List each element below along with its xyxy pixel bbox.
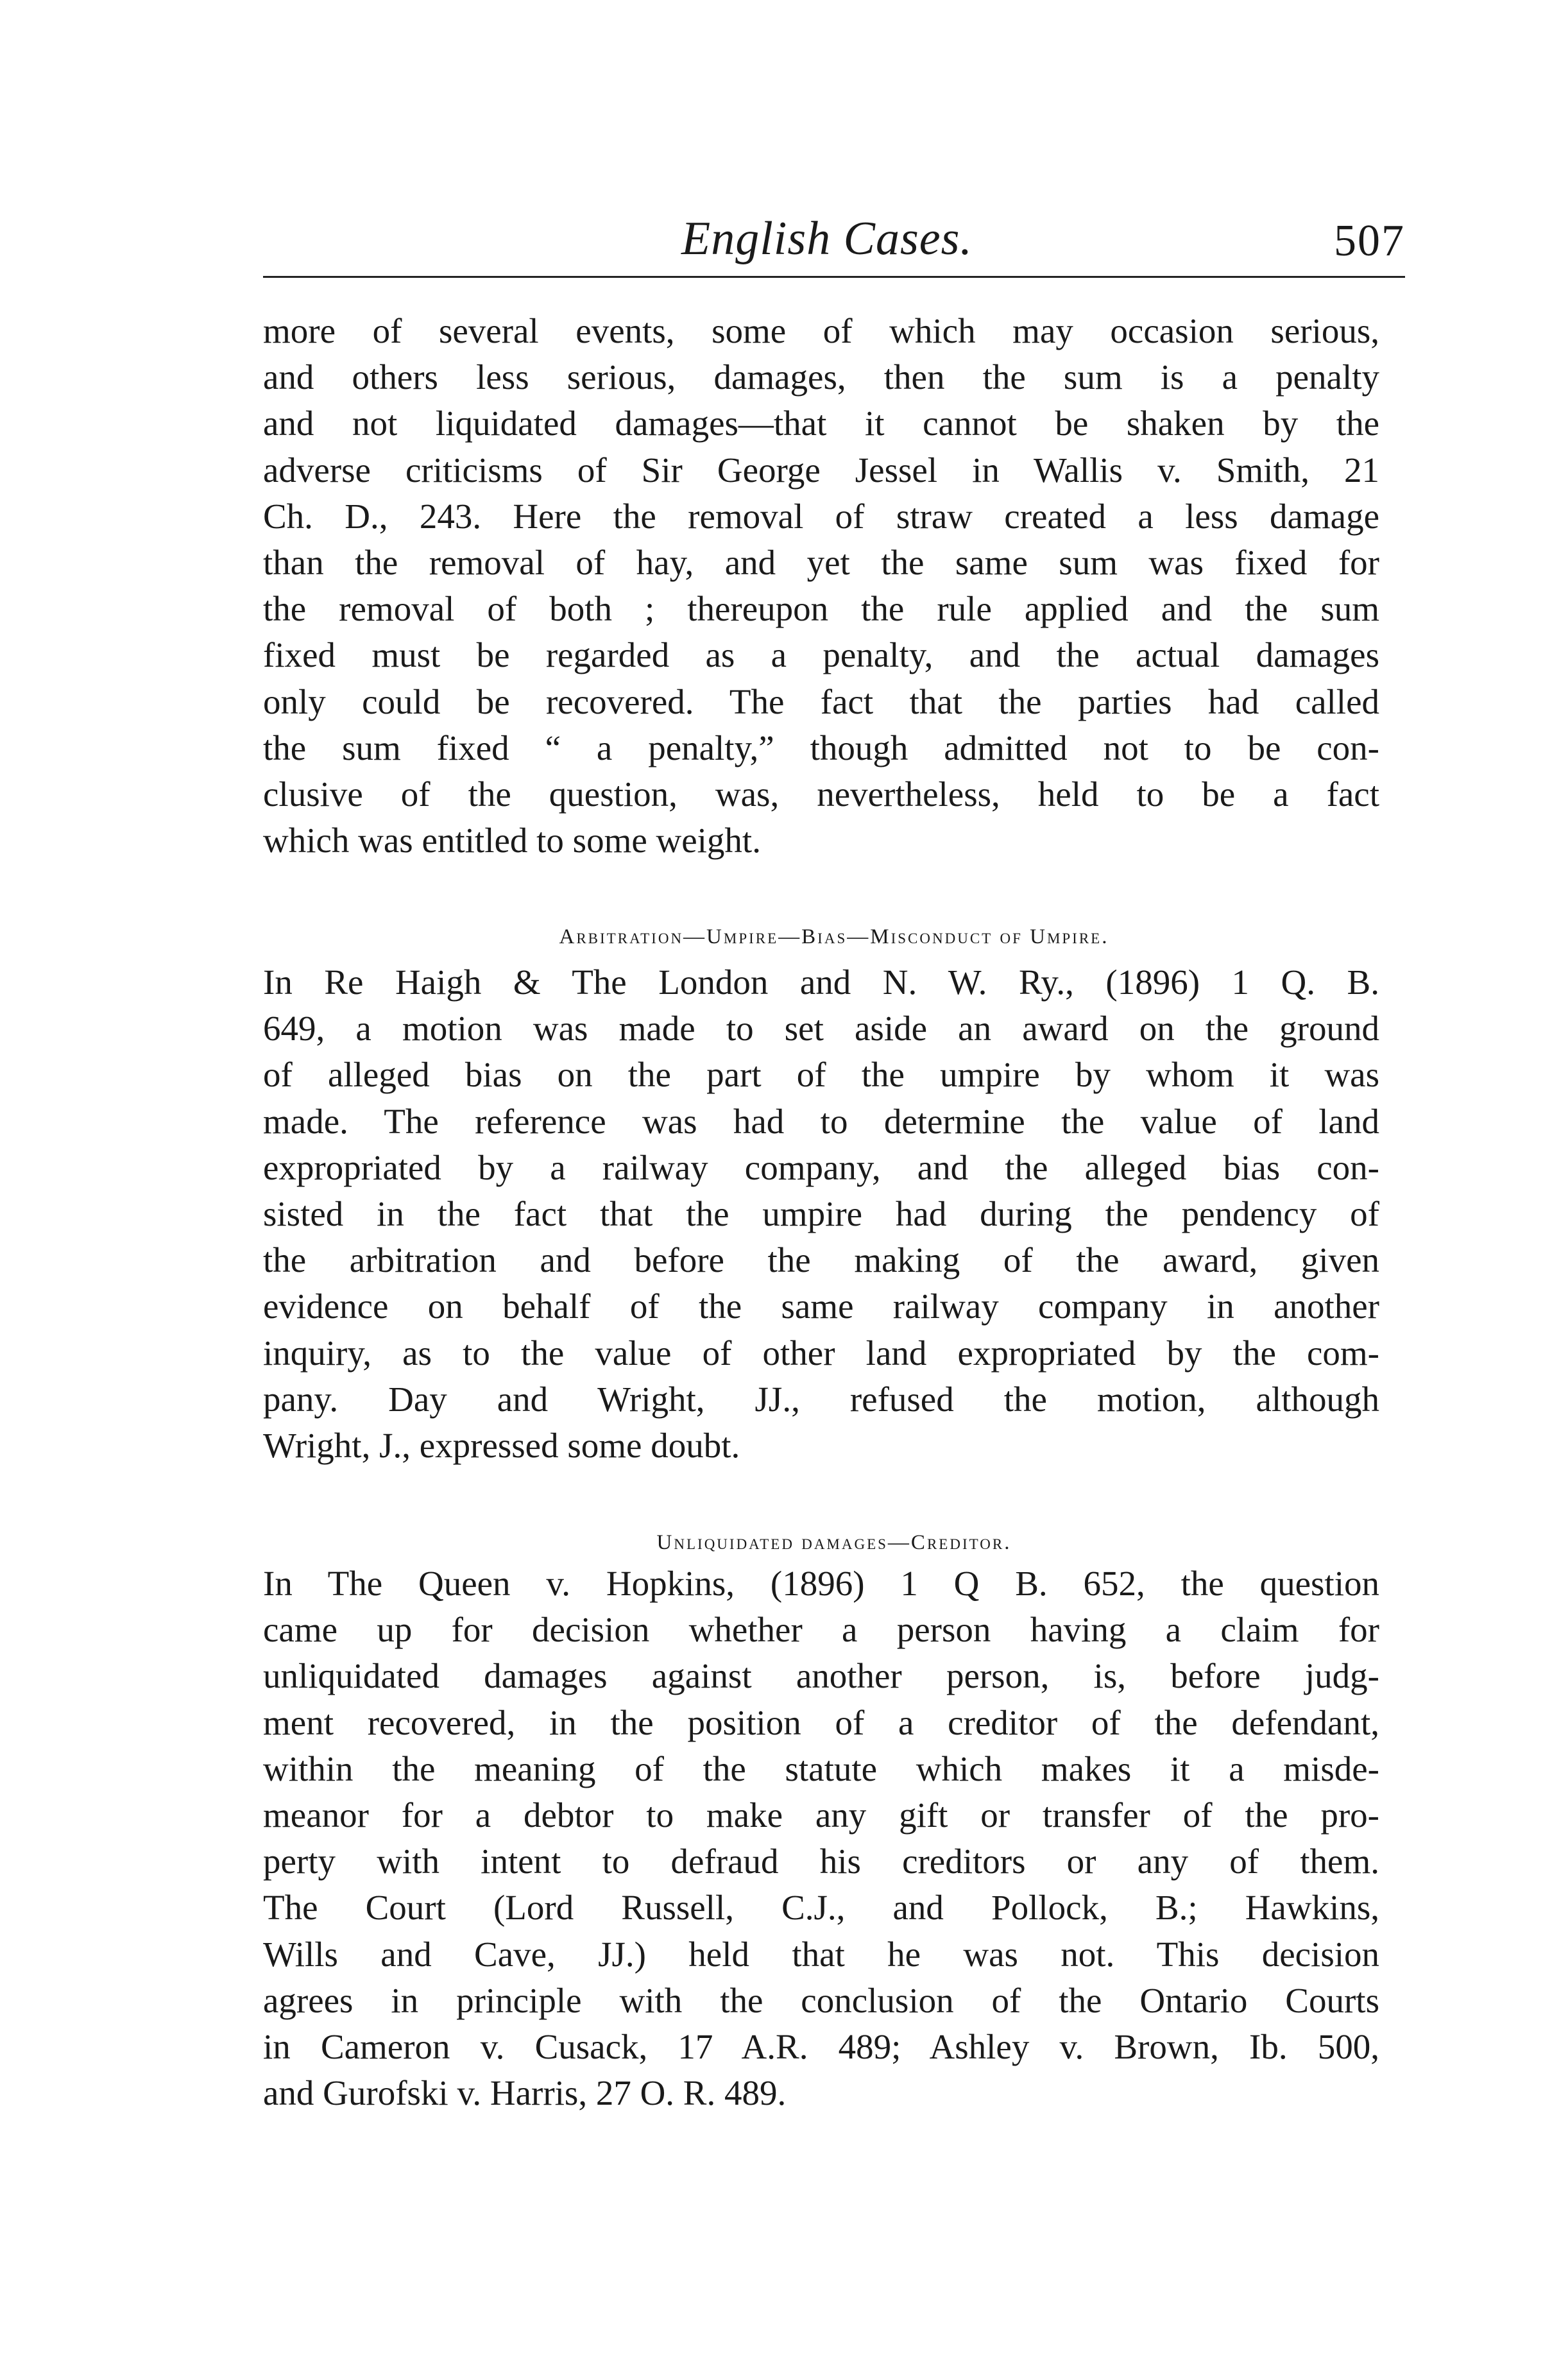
- text-line: The Court (Lord Russell, C.J., and Pollock, B.; Hawkins,: [263, 1888, 1379, 1928]
- text-line: and not liquidated damages—that it cannot be shaken by the: [263, 404, 1379, 443]
- text-line: more of several events, some of which may occasion serious,: [263, 311, 1379, 350]
- text-line: and others less serious, damages, then the sum is a penalty: [263, 357, 1379, 397]
- paragraph-continuation: [263, 308, 1379, 864]
- text-line: the removal of both ; thereupon the rule applied and the sum: [263, 589, 1379, 629]
- section-heading-unliquidated-damages: Unliquidated damages—Creditor.: [656, 1531, 1012, 1554]
- text-line: adverse criticisms of Sir George Jessel in Wallis v. Smith, 21: [263, 450, 1379, 490]
- text-line: Wills and Cave, JJ.) held that he was not. This decision: [263, 1934, 1379, 1974]
- header-rule: [263, 276, 1405, 278]
- text-line: clusive of the question, was, nevertheless, held to be a fact: [263, 775, 1379, 814]
- text-line: expropriated by a railway company, and the alleged bias con-: [263, 1147, 1379, 1187]
- running-title: English Cases.: [681, 212, 973, 265]
- text-line: 649, a motion was made to set aside an award on the ground: [263, 1009, 1379, 1049]
- text-line: In Re Haigh & The London and N. W. Ry., (1896) 1 Q. B.: [263, 963, 1379, 1002]
- text-line: which was entitled to some weight.: [263, 821, 761, 860]
- text-line: meanor for a debtor to make any gift or transfer of the pro-: [263, 1795, 1379, 1835]
- text-line: inquiry, as to the value of other land expropriated by the com-: [263, 1333, 1379, 1373]
- text-line: and Gurofski v. Harris, 27 O. R. 489.: [263, 2073, 787, 2113]
- running-header: [263, 212, 1405, 282]
- text-line: sisted in the fact that the umpire had during the pendency of: [263, 1194, 1379, 1234]
- text-line: the arbitration and before the making of the award, given: [263, 1240, 1379, 1280]
- text-line: Ch. D., 243. Here the removal of straw created a less damage: [263, 496, 1379, 536]
- text-line: agrees in principle with the conclusion of the Ontario Courts: [263, 1980, 1379, 2020]
- text-line: evidence on behalf of the same railway company in another: [263, 1287, 1379, 1326]
- text-line: fixed must be regarded as a penalty, and the actual damages: [263, 635, 1379, 675]
- text-line: than the removal of hay, and yet the same sum was fixed for: [263, 543, 1379, 583]
- page-number: 507: [1334, 216, 1405, 266]
- text-line: within the meaning of the statute which makes it a misde-: [263, 1749, 1379, 1788]
- text-line: ment recovered, in the position of a creditor of the defendant,: [263, 1702, 1379, 1742]
- text-line: of alleged bias on the part of the umpire by whom it was: [263, 1055, 1379, 1095]
- text-line: unliquidated damages against another person, is, before judg-: [263, 1656, 1379, 1696]
- text-line: Wright, J., expressed some doubt.: [263, 1426, 740, 1466]
- text-line: came up for decision whether a person having a claim for: [263, 1610, 1379, 1650]
- text-line: in Cameron v. Cusack, 17 A.R. 489; Ashley v. Brown, Ib. 500,: [263, 2027, 1379, 2067]
- paragraph-unliquidated-damages: [263, 1561, 1379, 2116]
- text-line: perty with intent to defraud his creditors or any of them.: [263, 1842, 1379, 1881]
- text-line: pany. Day and Wright, JJ., refused the motion, although: [263, 1379, 1379, 1419]
- section-heading-arbitration: Arbitration—Umpire—Bias—Misconduct of Umpire.: [559, 925, 1109, 948]
- text-line: made. The reference was had to determine the value of land: [263, 1101, 1379, 1141]
- text-line: the sum fixed “ a penalty,” though admitted not to be con-: [263, 728, 1379, 767]
- text-line: In The Queen v. Hopkins, (1896) 1 Q B. 652, the question: [263, 1564, 1379, 1603]
- paragraph-arbitration: [263, 959, 1379, 1469]
- text-line: only could be recovered. The fact that the parties had called: [263, 681, 1379, 721]
